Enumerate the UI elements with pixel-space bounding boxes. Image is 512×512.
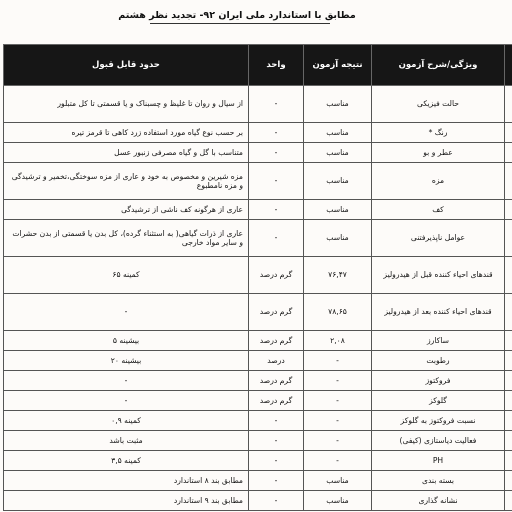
row-index-cell bbox=[505, 123, 512, 143]
description-cell: فروکتوز bbox=[372, 371, 505, 391]
description-cell: ساکارز bbox=[372, 331, 505, 351]
table-row bbox=[4, 431, 512, 451]
row-index-cell bbox=[505, 294, 512, 331]
limit-cell: کمینه ۳,۵ bbox=[4, 451, 249, 471]
unit-cell: - bbox=[249, 471, 304, 491]
result-cell: ۲,۰۸ bbox=[304, 331, 372, 351]
row-index-cell bbox=[505, 220, 512, 257]
unit-cell: - bbox=[249, 163, 304, 200]
row-index-cell bbox=[505, 86, 512, 123]
table-row bbox=[4, 257, 512, 294]
row-index-cell bbox=[505, 491, 512, 511]
result-cell: مناسب bbox=[304, 86, 372, 123]
unit-cell: گرم درصد bbox=[249, 391, 304, 411]
limit-cell: بیشینه ۲۰ bbox=[4, 351, 249, 371]
limit-cell: مطابق بند ۸ استاندارد bbox=[4, 471, 249, 491]
unit-cell: - bbox=[249, 220, 304, 257]
description-cell: گلوکز bbox=[372, 391, 505, 411]
description-cell: بسته بندی bbox=[372, 471, 505, 491]
description-cell: کف bbox=[372, 200, 505, 220]
row-index-cell bbox=[505, 431, 512, 451]
header-index-cell bbox=[505, 45, 512, 86]
result-cell: مناسب bbox=[304, 163, 372, 200]
limit-cell: بر حسب نوع گیاه مورد استفاده زرد کاهی تا قرمز تیره bbox=[4, 123, 249, 143]
standard-title: مطابق با استاندارد ملی ایران ۹۲- تجدید نظر هشتم bbox=[118, 10, 356, 21]
table-row bbox=[4, 123, 512, 143]
table-row bbox=[4, 491, 512, 511]
unit-cell: - bbox=[249, 411, 304, 431]
row-index-cell bbox=[505, 331, 512, 351]
table-row bbox=[4, 411, 512, 431]
row-index-cell bbox=[505, 371, 512, 391]
result-cell: - bbox=[304, 351, 372, 371]
description-cell: عوامل ناپذیرفتنی bbox=[372, 220, 505, 257]
description-cell: PH bbox=[372, 451, 505, 471]
unit-cell: گرم درصد bbox=[249, 331, 304, 351]
table-row bbox=[4, 220, 512, 257]
unit-cell: - bbox=[249, 451, 304, 471]
unit-cell: - bbox=[249, 123, 304, 143]
table-row bbox=[4, 86, 512, 123]
limit-cell: - bbox=[4, 391, 249, 411]
header-description: ویژگی/شرح آزمون bbox=[372, 45, 505, 86]
result-cell: مناسب bbox=[304, 143, 372, 163]
row-index-cell bbox=[505, 471, 512, 491]
limit-cell: از سیال و روان تا غلیظ و چسبناک و یا قسمتی تا کل متبلور bbox=[4, 86, 249, 123]
result-cell: - bbox=[304, 431, 372, 451]
spec-table bbox=[3, 44, 512, 511]
row-index-cell bbox=[505, 200, 512, 220]
unit-cell: - bbox=[249, 143, 304, 163]
result-cell: مناسب bbox=[304, 123, 372, 143]
result-cell: مناسب bbox=[304, 491, 372, 511]
table-row bbox=[4, 200, 512, 220]
result-cell: - bbox=[304, 371, 372, 391]
unit-cell: - bbox=[249, 200, 304, 220]
heading-underline bbox=[150, 23, 330, 24]
limit-cell: بیشینه ۵ bbox=[4, 331, 249, 351]
unit-cell: - bbox=[249, 431, 304, 451]
header-result: نتیجه آزمون bbox=[304, 45, 372, 86]
description-cell: فعالیت دیاستازی (کیفی) bbox=[372, 431, 505, 451]
unit-cell: گرم درصد bbox=[249, 257, 304, 294]
result-cell: ۷۶,۴۷ bbox=[304, 257, 372, 294]
limit-cell: مزه شیرین و مخصوص به خود و عاری از مزه سوختگی،تخمیر و ترشیدگی و مزه نامطبوع bbox=[4, 163, 249, 200]
limit-cell: عاری از ذرات گیاهی( به استثناء گرده)، کل بدن یا قسمتی از بدن حشرات و سایر مواد خارجی bbox=[4, 220, 249, 257]
header-limit: حدود قابل قبول bbox=[4, 45, 249, 86]
table-row bbox=[4, 451, 512, 471]
table-row bbox=[4, 163, 512, 200]
unit-cell: درصد bbox=[249, 351, 304, 371]
unit-cell: - bbox=[249, 86, 304, 123]
table-row bbox=[4, 371, 512, 391]
table-row bbox=[4, 351, 512, 371]
result-cell: - bbox=[304, 391, 372, 411]
limit-cell: متناسب با گل و گیاه مصرفی زنبور عسل bbox=[4, 143, 249, 163]
limit-cell: کمینه ۶۵ bbox=[4, 257, 249, 294]
document-heading bbox=[0, 10, 474, 21]
table-row bbox=[4, 294, 512, 331]
unit-cell: گرم درصد bbox=[249, 294, 304, 331]
limit-cell: - bbox=[4, 371, 249, 391]
table-row bbox=[4, 471, 512, 491]
description-cell: حالت فیزیکی bbox=[372, 86, 505, 123]
description-cell: نشانه گذاری bbox=[372, 491, 505, 511]
limit-cell: مثبت باشد bbox=[4, 431, 249, 451]
description-cell: رنگ * bbox=[372, 123, 505, 143]
row-index-cell bbox=[505, 351, 512, 371]
row-index-cell bbox=[505, 411, 512, 431]
limit-cell: - bbox=[4, 294, 249, 331]
description-cell: رطوبت bbox=[372, 351, 505, 371]
result-cell: - bbox=[304, 411, 372, 431]
description-cell: عطر و بو bbox=[372, 143, 505, 163]
limit-cell: عاری از هرگونه کف ناشی از ترشیدگی bbox=[4, 200, 249, 220]
table-body bbox=[4, 86, 512, 511]
description-cell: نسبت فروکتوز به گلوکز bbox=[372, 411, 505, 431]
result-cell: - bbox=[304, 451, 372, 471]
description-cell: قندهای احیاء کننده قبل از هیدرولیز bbox=[372, 257, 505, 294]
table-row bbox=[4, 391, 512, 411]
row-index-cell bbox=[505, 257, 512, 294]
result-cell: مناسب bbox=[304, 200, 372, 220]
limit-cell: کمینه ۰,۹ bbox=[4, 411, 249, 431]
table-row bbox=[4, 143, 512, 163]
unit-cell: گرم درصد bbox=[249, 371, 304, 391]
row-index-cell bbox=[505, 143, 512, 163]
result-cell: مناسب bbox=[304, 220, 372, 257]
description-cell: مزه bbox=[372, 163, 505, 200]
row-index-cell bbox=[505, 451, 512, 471]
description-cell: قندهای احیاء کننده بعد از هیدرولیز bbox=[372, 294, 505, 331]
unit-cell: - bbox=[249, 491, 304, 511]
row-index-cell bbox=[505, 391, 512, 411]
result-cell: ۷۸,۶۵ bbox=[304, 294, 372, 331]
table-header-row bbox=[4, 45, 512, 86]
header-unit: واحد bbox=[249, 45, 304, 86]
row-index-cell bbox=[505, 163, 512, 200]
result-cell: مناسب bbox=[304, 471, 372, 491]
limit-cell: مطابق بند ۹ استاندارد bbox=[4, 491, 249, 511]
table-row bbox=[4, 331, 512, 351]
